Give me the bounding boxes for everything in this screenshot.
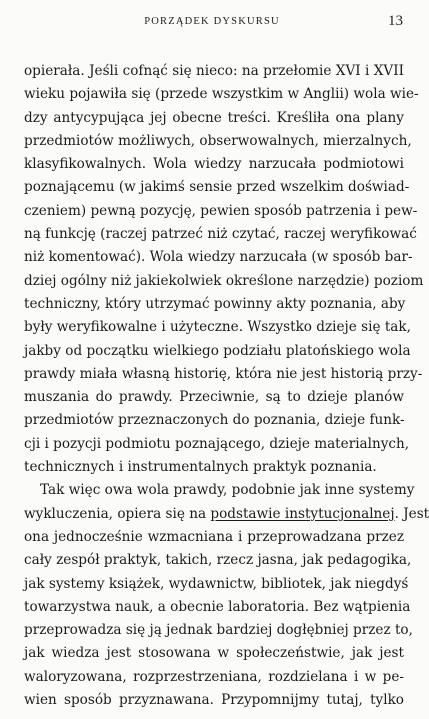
text-line: Tak więc owa wola prawdy, podobnie jak inne systemy xyxy=(40,482,415,499)
text-fragment: wykluczenia, opiera się na xyxy=(24,505,211,522)
body-text xyxy=(24,60,429,712)
text-line: przedmiotów przeznaczonych do poznania, dzieje funk- xyxy=(24,412,405,429)
text-line: dziej ogólny niż jakiekolwiek określone narzędzie) poziom xyxy=(24,272,424,289)
text-line: technicznych i instrumentalnych praktyk poznania. xyxy=(24,459,377,476)
running-title: PORZĄDEK DYSKURSU xyxy=(144,16,280,27)
text-line: niż komentować). Wola wiedzy narzucała (w sposób bar- xyxy=(24,249,413,266)
text-line: ona jednocześnie wzmacniana i przeprowadzana przez xyxy=(24,528,404,545)
text-line: jak systemy książek, wydawnictw, bibliotek, jak niegdyś xyxy=(24,575,409,592)
text-line: cji i pozycji podmiotu poznającego, dzieje materialnych, xyxy=(24,435,410,452)
text-line: wieku pojawiła się (przede wszystkim w Anglii) wola wie- xyxy=(24,86,419,103)
page-number: 13 xyxy=(388,13,403,29)
text-line: dzy antycypująca jej obecne treści. Kreśliła ona plany xyxy=(24,109,404,126)
text-line: waloryzowana, rozprzestrzeniana, rozdzielana i w pe- xyxy=(24,668,404,685)
text-line: przedmiotów możliwych, obserwowalnych, mierzalnych, xyxy=(24,132,412,149)
text-line: klasyfikowalnych. Wola wiedzy narzucała podmiotowi xyxy=(24,156,404,173)
text-line: towarzystwa nauk, a obecnie laboratoria. Bez wątpienia xyxy=(24,598,411,615)
text-line: jak wiedza jest stosowana w społeczeństwie, jak jest xyxy=(24,645,404,662)
text-line: opierała. Jeśli cofnąć się nieco: na przełomie XVI i XVII xyxy=(24,63,404,79)
underlined-phrase: podstawie instytucjonalnej xyxy=(210,505,395,522)
text-line: techniczny, który utrzymać powinny akty poznania, aby xyxy=(24,295,406,312)
text-line: muszania do prawdy. Przeciwnie, są to dzieje planów xyxy=(24,389,404,406)
text-line xyxy=(24,503,429,526)
text-line: prawdy miała własną historię, która nie jest historią przy- xyxy=(24,365,423,382)
text-line: ną funkcję (raczej patrzeć niż czytać, raczej weryfikować xyxy=(24,226,417,243)
paragraph-1 xyxy=(24,60,424,479)
paragraph-2 xyxy=(24,479,429,712)
text-line: wien sposób przyznawana. Przypomnijmy tutaj, tylko xyxy=(24,692,404,709)
text-fragment: . Jest xyxy=(394,505,429,522)
text-line: cały zespół praktyk, takich, rzecz jasna, jak pedagogika, xyxy=(24,552,412,569)
text-line: przeprowadza się ją jednak bardziej dogłębniej przez to, xyxy=(24,622,413,639)
text-line: poznającemu (w jakimś sensie przed wszelkim doświad- xyxy=(24,179,410,196)
text-line: czeniem) pewną pozycję, pewien sposób patrzenia i pew- xyxy=(24,202,418,219)
text-line: jakby od początku wielkiego podziału platońskiego wola xyxy=(24,342,411,359)
text-line: były weryfikowalne i użyteczne. Wszystko dzieje się tak, xyxy=(24,319,411,336)
